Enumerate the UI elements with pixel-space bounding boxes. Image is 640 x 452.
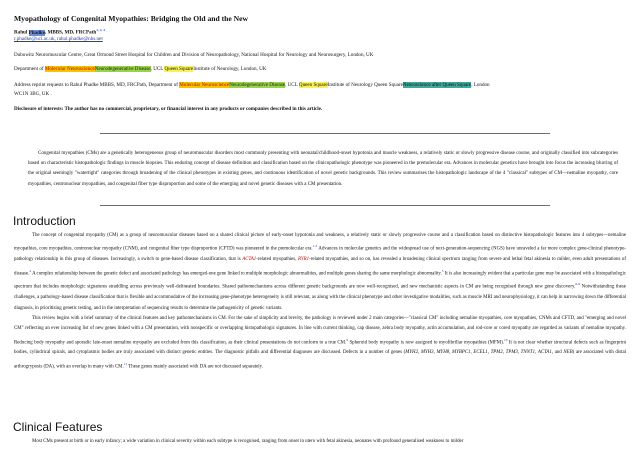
gene-neb: NEB (563, 350, 573, 356)
citation-10[interactable]: 10 (503, 337, 508, 342)
introduction-paragraph-2 (14, 314, 626, 373)
intro-p2-text-a: This review begins with a brief summary of the clinical features and key pathomechanisms in CM. For the sake of simplicity and brevity, the pathology is reviewed under 2 main categories—"classical CM" including nemaline myopathies, core myopathies, CNMs and CFTD, and "emerging and novel CM" reflecting an ever increasing list of new genes linked with a CM presentation, with nonspecific or overlapping histopathologic signatures. In line with current thinking, cap disease, zebra body myopathy, actin accumulation, and rod-core or cored myopathy are regarded as variants of nemaline myopathy. Reducing body myopathy and sporadic late-onset nemaline myopathy are excluded from this classification, as their clinical presentations do not conform to a true CM. (14, 315, 626, 346)
intro-p2-text-e: ) are associated with distal arthrogryposis (DA), with an overlap in many with CM. (14, 350, 626, 370)
affiliation-1: Dubowitz Neuromuscular Centre, Great Ormond Street Hospital for Children and Division of Neuropathology, National Hospital for Neurology and Neurosurgery, London, UK (14, 52, 374, 58)
affiliation-2-suffix: Institute of Neurology, London, UK (193, 66, 267, 72)
affiliation-2 (14, 66, 266, 72)
intro-p1-text-d: -related myopathies, and so on, has revealed a broadening clinical spectrum ranging from severe and lethal fetal akinesia to milder, even adult presentations of disease. (14, 257, 626, 277)
intro-p1-text-a: The concept of congenital myopathy (CM) as a group of neuromuscular diseases based on a shared clinical picture of early-onset hypotonia and weakness, a relatively static or slowly progressive course and a classification based on distinctive histopathologic features into 4 subtypes—nemaline myopathies, core myopathies, centronuclear myopathy (CNM), and congenital fiber type disproportion (CFTD) was pioneered in the premolecular era. (14, 233, 626, 252)
gene-acta1: ACTA1 (242, 257, 257, 263)
clinical-features-body (14, 437, 626, 447)
intro-p2-text-c: It is not clear whether structural defects such as fingerprint bodies, cylindrical spirals, and cytoplasmic bodies are truly associated with distinct genetic entities. The diagnostic pitfalls and differential diagnoses are discussed. Defects in a number of genes ( (14, 340, 626, 356)
address-prefix: Address reprint requests to Rahul Phadke MBBS, MD, FRCPath, Department of (14, 82, 178, 88)
address-mid: , UCL (285, 82, 298, 88)
section-heading-introduction: Introduction (13, 214, 76, 228)
address-suffix: , London (471, 82, 490, 88)
abstract-bottom-divider (100, 205, 550, 206)
address-mid-2: Institute of Neurology Queen Square (327, 82, 403, 88)
introduction-body (14, 231, 626, 373)
abstract-top-divider (100, 133, 550, 134)
disclosure-statement: Disclosure of interests: The author has no commercial, proprietary, or financial interest in any products or companies described in this article. (14, 106, 323, 112)
citation-4[interactable]: 4 (29, 268, 32, 273)
article-title: Myopathology of Congenital Myopathies: Bridging the Old and the New (14, 14, 248, 23)
intro-p1-text-f: It is also increasingly evident that a particular gene may be associated with a histopathologic spectrum that includes morphologic signatures straddling across previously well-delineated boundaries. Shared pathomechanisms across different genetic backgrounds are now well-recognised, and new mechanistic aspects in CM are being recognised through new gene discovery. (14, 271, 626, 291)
author-first-name: Rahul (14, 29, 28, 36)
affiliation-2-prefix: Department of (14, 66, 44, 72)
affiliation-2-highlight-3: Queen Square (164, 66, 194, 72)
gene-ryr1: RYR1 (298, 257, 310, 263)
affiliation-2-mid: , UCL (150, 66, 164, 72)
author-surname-highlight: Phadke (28, 29, 46, 36)
address-highlight-3: Queen Square (298, 82, 328, 88)
clinical-paragraph-1: Most CMs present at birth or in early infancy; a wide variation in clinical severity within each subtype is recognised, ranging from onset in utero with fetal akinesia, neonates with profound generalised weakness to milder (32, 439, 464, 444)
affiliation-2-highlight-1: Molecular Neuroscience (44, 66, 95, 72)
author-affiliation-marks: 1, 2, 3 (96, 28, 105, 32)
intro-p2-text-d: and (553, 350, 564, 356)
introduction-paragraph-1 (14, 231, 626, 314)
citation-9[interactable]: 9 (346, 337, 348, 342)
gene-list: MYH2, MYH3, MYH8, MYBPC1, ECEL1, TPM2, TPM3, TNNT1, ACTA1, (405, 350, 554, 356)
address-highlight-1: Molecular Neuroscience (179, 82, 230, 88)
address-highlight-4: Neuroscience after Queen Square (402, 82, 472, 88)
author-emails[interactable]: r.phadke@ucl.ac.uk, rahul.phadke@nhs.net (14, 36, 103, 42)
intro-p2-text-f: These genes mainly associated with DA are not discussed separately. (127, 364, 263, 370)
citation-1-3[interactable]: 1-3 (312, 244, 318, 249)
author-line (14, 27, 105, 36)
affiliation-2-highlight-2: Neurodegenerative Disease (94, 66, 151, 72)
section-heading-clinical-features: Clinical Features (13, 420, 103, 434)
abstract (28, 149, 618, 190)
intro-p1-text-e: A complex relationship between the genetic defect and associated pathology has emerged-one gene linked to multiple morphologic abnormalities, and multiple genes sharing the same morphologic abnormality. (31, 271, 442, 277)
intro-p2-text-b: Spheroid body myopathy is now assigned to myofibrillar myopathies (MFM). (347, 340, 504, 346)
author-degrees: , MBBS, MD, FRCPath (45, 29, 97, 36)
address-highlight-2: Neurodegenerative Disease (229, 82, 286, 88)
intro-p1-text-g: Notwithstanding these challenges, a pathology-based disease classification that is flexible and accommodative of the increasing gene-phenotype heterogeneity is still relevant, as along with the clinical phenotype and other investigative modalities, such as muscle MRI and neurophysiology, it can help in narrowing down the differential diagnosis, in prioritising genetic testing, and in the interpretation of sequencing results to determine the pathogenicity of genetic variants. (14, 285, 626, 311)
abstract-text: Congenital myopathies (CMs) are a genetically heterogeneous group of neuromuscular disorders most commonly presenting with neonatal/childhood-onset hypotonia and muscle weakness, a relatively static or slowly progressive disease course, and originally classified into subcategories based on characteristic histopathologic findings in muscle biopsies. This enduring concept of disease definition and classification based on the clinicopathologic phenotype was pioneered in the premolecular era. Advances in molecular genetics have brought into focus the increasing blurring of the original seemingly "watertight" categories through broadening of the clinical phenotypes in existing genes, and continuous identification of novel genetic backgrounds. This review summarises the histopathologic landscape of the 4 "classical" subtypes of CM—nemaline myopathy, core myopathies, centronuclear myopathies, and congenital fiber type disproportion and some of the emerging and novel genetic diseases with a CM presentation. (28, 151, 618, 187)
reprint-address (14, 82, 490, 88)
citation-6-8[interactable]: 6-8 (575, 282, 580, 287)
citation-5[interactable]: 5 (441, 268, 444, 273)
intro-p1-text-b: Advances in molecular genetics and the widespread use of next-generation-sequencing (NGS) have unraveled a far more complex gene-clinical phenotype-pathology relationship in this group of diseases. Increasingly, a switch to gene-based disease classification, that is (14, 246, 626, 263)
reprint-address-line-2: WC1N 3BG, UK . (14, 91, 52, 97)
intro-p1-text-c: -related myopathies, (256, 257, 297, 263)
citation-11[interactable]: 11 (123, 361, 128, 366)
